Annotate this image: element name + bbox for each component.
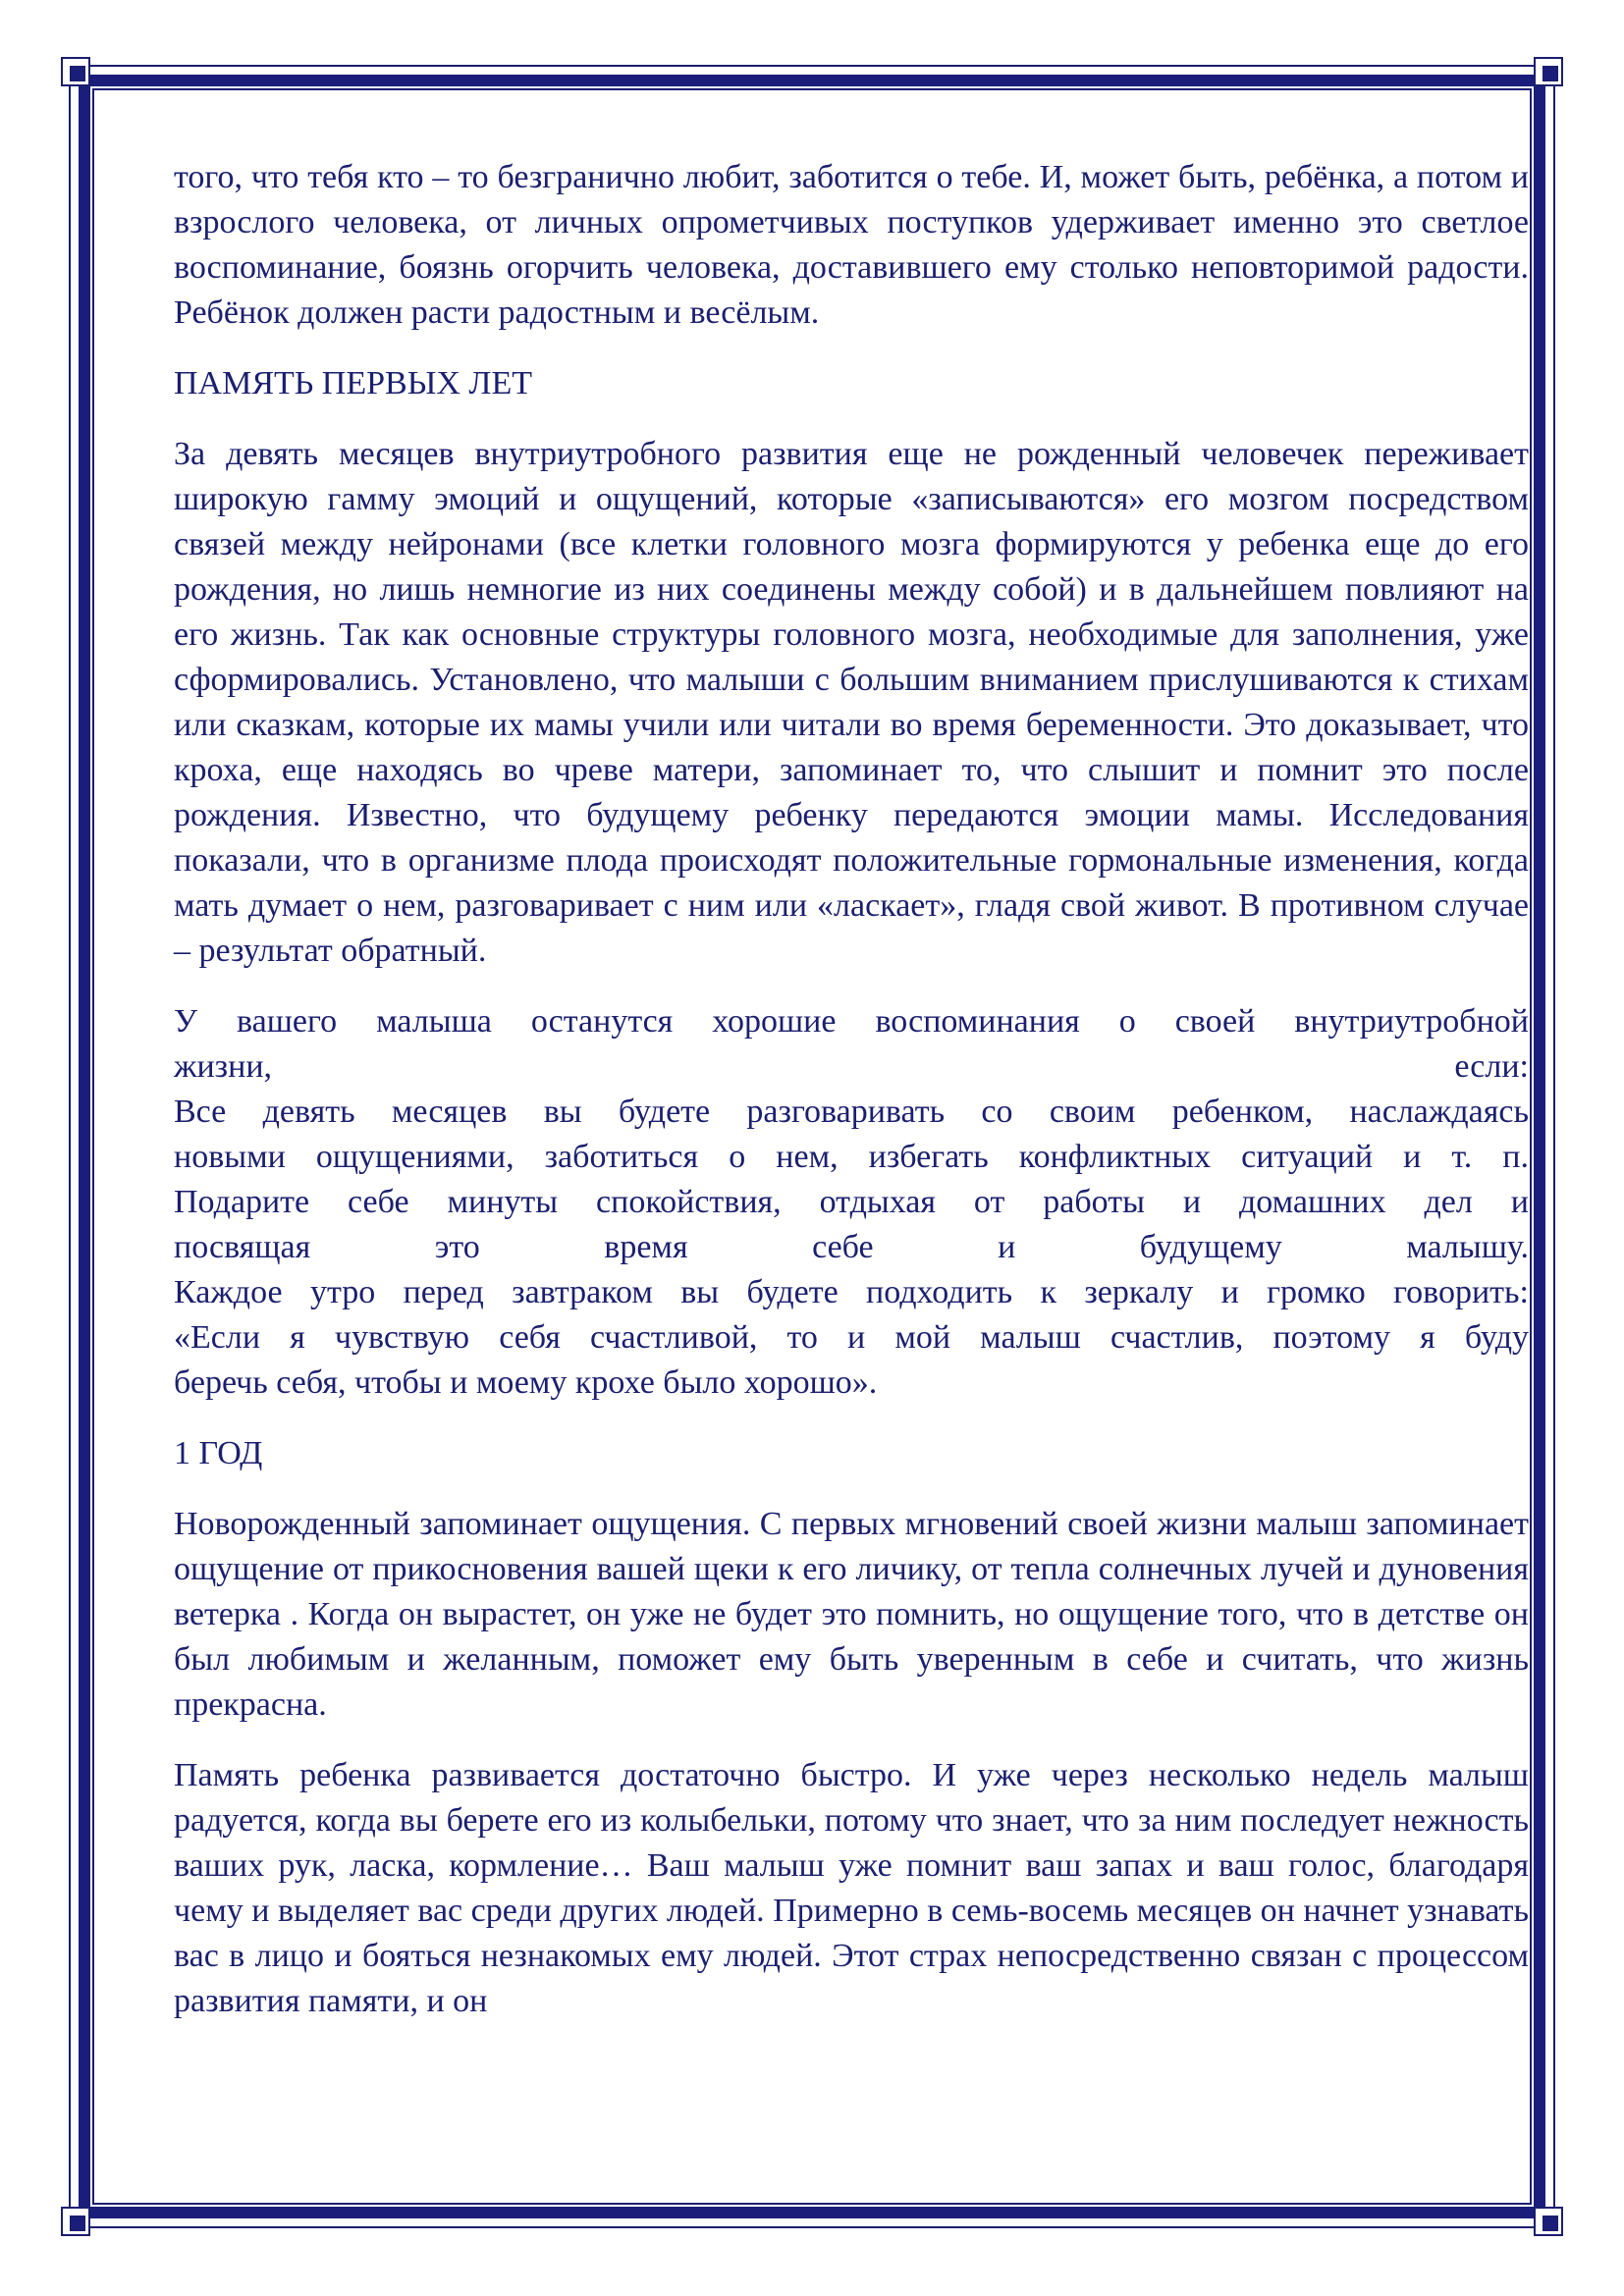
text-line: Подарите себе минуты спокойствия, отдыхая от работы и домашних дел и — [174, 1184, 1529, 1220]
document-body — [174, 155, 1529, 2050]
text-line: «Если я чувствую себя счастливой, то и мой малыш счастлив, поэтому я буду — [174, 1319, 1529, 1356]
paragraph-memory-development: Память ребенка развивается достаточно быстро. И уже через несколько недель малыш радуется, когда вы берете его из колыбельки, потому что знает, что за ним последует нежность ваших рук, ласка, кормление… Ваш малыш уже помнит ваш запах и ваш голос, благодаря чему и выделяет вас среди других людей. Примерно в семь-восемь месяцев он начнет узнавать вас в лицо и бояться незнакомых ему людей. Этот страх непосредственно связан с процессом развития памяти, и он — [174, 1757, 1529, 2019]
frame-corner-ornament — [61, 2207, 90, 2236]
section-heading-1-year: 1 ГОД — [174, 1435, 263, 1471]
text-line: У вашего малыша останутся хорошие воспоминания о своей внутриутробной — [174, 1003, 1529, 1040]
text-line: Каждое утро перед завтраком вы будете подходить к зеркалу и громко говорить: — [174, 1274, 1529, 1310]
frame-corner-ornament — [61, 57, 90, 86]
paragraph-newborn-sensations: Новорожденный запоминает ощущения. С первых мгновений своей жизни малыш запоминает ощущение от прикосновения вашей щеки к его личику, от тепла солнечных лучей и дуновения ветерка . Когда он вырастет, он уже не будет это помнить, но ощущение того, что в детстве он был любимым и желанным, поможет ему быть уверенным в себе и считать, что жизнь прекрасна. — [174, 1506, 1529, 1723]
section-heading-memory-first-years: ПАМЯТЬ ПЕРВЫХ ЛЕТ — [174, 365, 533, 401]
frame-corner-ornament — [1534, 57, 1563, 86]
text-line: новыми ощущениями, заботиться о нем, избегать конфликтных ситуаций и т. п. — [174, 1139, 1529, 1175]
text-line: Все девять месяцев вы будете разговаривать со своим ребенком, наслаждаясь — [174, 1094, 1529, 1130]
frame-corner-ornament — [1534, 2207, 1563, 2236]
paragraph-intro: того, что тебя кто – то безгранично любит, заботится о тебе. И, может быть, ребёнка, а потом и взрослого человека, от личных опрометчивых поступков удерживает именно это светлое воспоминание, боязнь огорчить человека, доставившего ему столько неповторимой радости. Ребёнок должен расти радостным и весёлым. — [174, 159, 1529, 331]
paragraph-prenatal-development: За девять месяцев внутриутробного развития еще не рожденный человечек переживает широкую гамму эмоций и ощущений, которые «записываются» его мозгом посредством связей между нейронами (все клетки головного мозга формируются у ребенка еще до его рождения, но лишь немногие из них соединены между собой) и в дальнейшем повлияют на его жизнь. Так как основные структуры головного мозга, необходимые для заполнения, уже сформировались. Установлено, что малыши с большим вниманием прислушиваются к стихам или сказкам, которые их мамы учили или читали во время беременности. Это доказывает, что кроха, еще находясь во чреве матери, запоминает то, что слышит и помнит это после рождения. Известно, что будущему ребенку передаются эмоции мамы. Исследования показали, что в организме плода происходят положительные гормональные изменения, когда мать думает о нем, разговаривает с ним или «ласкает», гладя свой живот. В противном случае – результат обратный. — [174, 436, 1529, 969]
text-line: беречь себя, чтобы и моему крохе было хорошо». — [174, 1364, 878, 1401]
paragraph-good-memories-conditions — [174, 999, 1529, 1406]
text-line: посвящая это время себе и будущему малышу. — [174, 1229, 1529, 1265]
text-line: жизни, если: — [174, 1048, 1529, 1085]
